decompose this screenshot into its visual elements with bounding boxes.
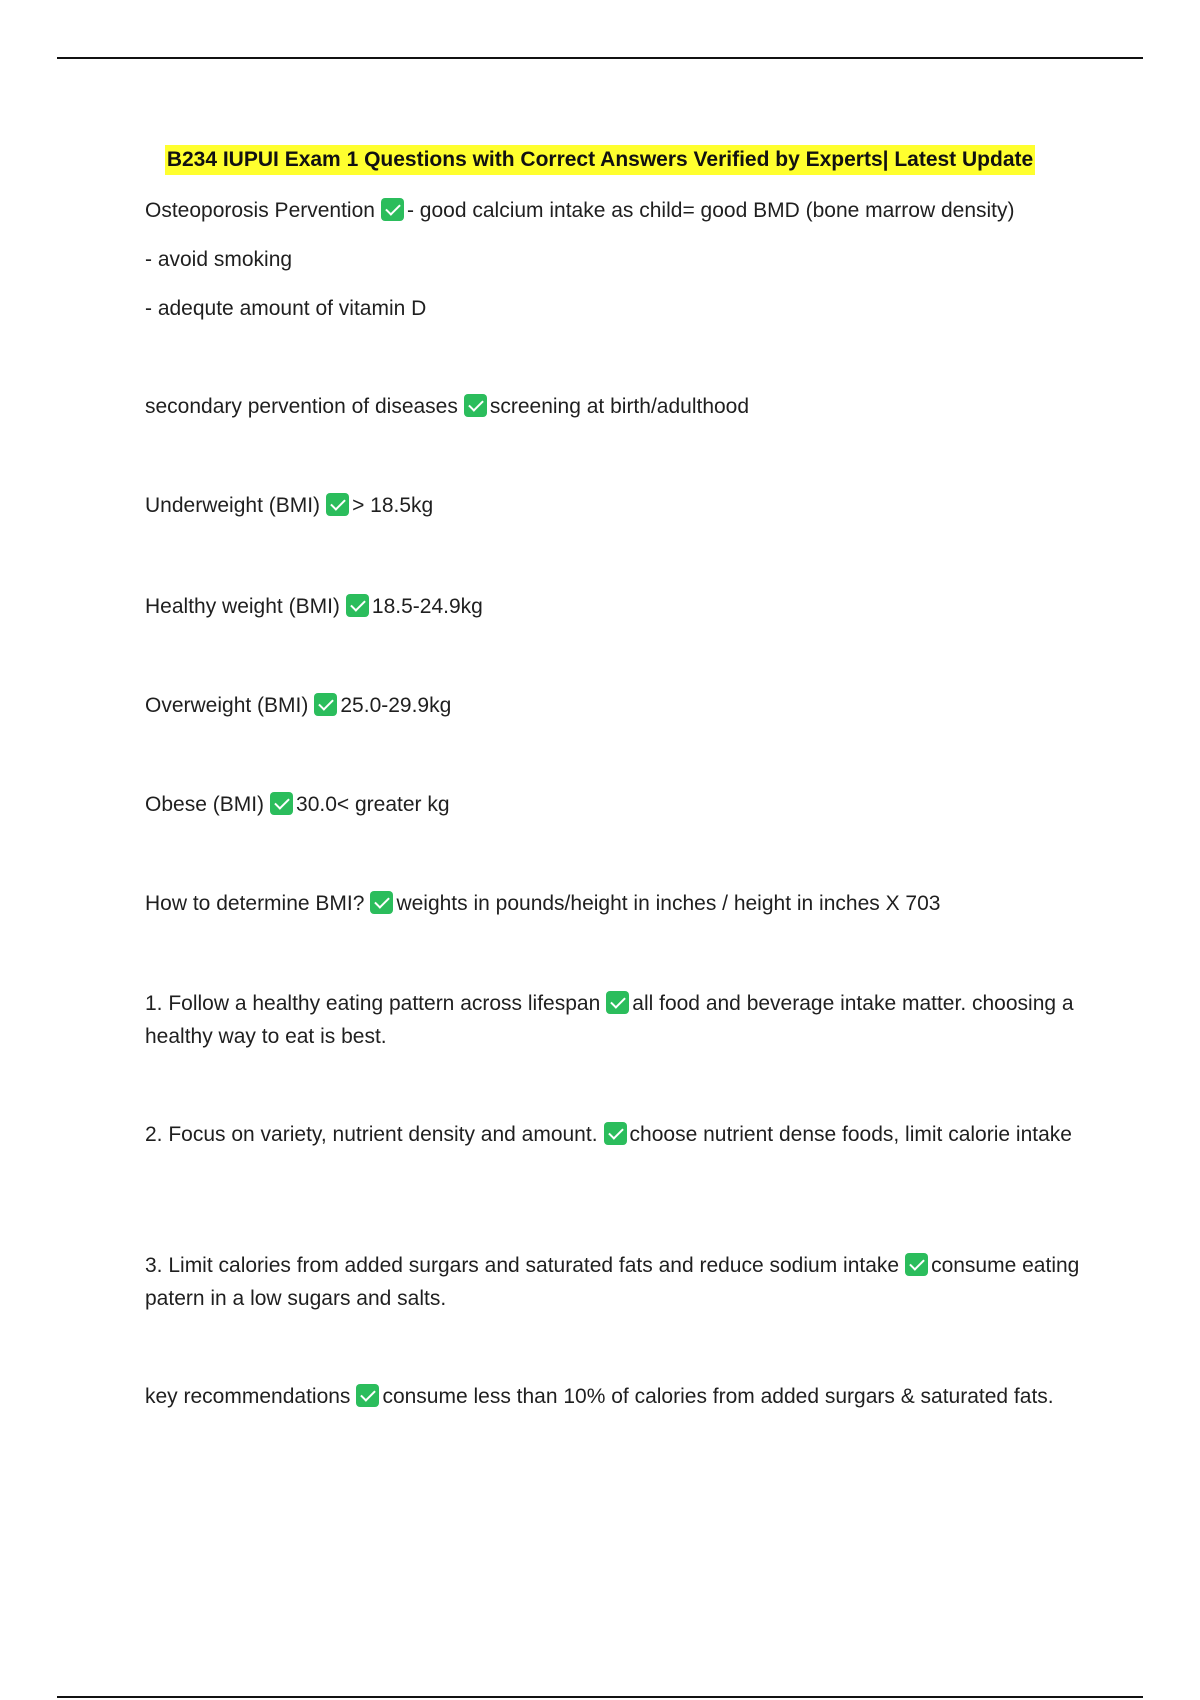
question-text: Healthy weight (BMI) [145,595,340,618]
checkmark-icon [270,792,293,815]
bottom-rule [57,1696,1143,1698]
answer-text: - good calcium intake as child= good BMD (bone marrow density) [406,199,1015,222]
answer-text: screening at birth/adulthood [489,395,750,418]
qa-item-secondary-prevention [145,390,1080,423]
answer-text: all food and beverage intake matter. choosing a healthy way to eat is best. [145,992,1074,1048]
checkmark-icon [314,693,337,716]
checkmark-icon [370,891,393,914]
list-item-vitamin-d [145,292,1080,325]
question-text: 2. Focus on variety, nutrient density and amount. [145,1123,598,1146]
answer-text: consume less than 10% of calories from added surgars & saturated fats. [382,1385,1054,1408]
question-text: Osteoporosis Pervention [145,199,375,222]
qa-item-bmi-formula [145,887,1080,920]
answer-text: 25.0-29.9kg [340,694,452,717]
question-text: Overweight (BMI) [145,694,309,717]
question-text: key recommendations [145,1385,351,1408]
answer-text: 18.5-24.9kg [371,595,483,618]
qa-item-healthy-weight [145,590,1080,623]
checkmark-icon [346,594,369,617]
qa-item-osteoporosis [145,194,1080,227]
checkmark-icon [464,394,487,417]
top-rule [57,57,1143,59]
qa-item-guideline-3 [145,1249,1080,1315]
checkmark-icon [356,1384,379,1407]
qa-item-underweight [145,489,1080,522]
document-title: B234 IUPUI Exam 1 Questions with Correct Answers Verified by Experts| Latest Update [165,145,1035,175]
qa-item-guideline-2 [145,1118,1080,1151]
answer-text: weights in pounds/height in inches / height in inches X 703 [396,892,941,915]
checkmark-icon [604,1122,627,1145]
checkmark-icon [381,198,404,221]
list-item-text: - adequte amount of vitamin D [145,297,427,320]
answer-text: > 18.5kg [352,494,434,517]
qa-item-overweight [145,689,1080,722]
title-container [0,145,1200,175]
list-item-text: - avoid smoking [145,248,293,271]
answer-text: consume eating patern in a low sugars and salts. [145,1254,1080,1310]
question-text: How to determine BMI? [145,892,365,915]
checkmark-icon [905,1253,928,1276]
question-text: 3. Limit calories from added surgars and saturated fats and reduce sodium intake [145,1254,900,1277]
checkmark-icon [326,493,349,516]
question-text: Obese (BMI) [145,793,265,816]
answer-text: choose nutrient dense foods, limit calorie intake [629,1123,1072,1146]
list-item-avoid-smoking [145,243,1080,276]
checkmark-icon [606,991,629,1014]
question-text: 1. Follow a healthy eating pattern across lifespan [145,992,601,1015]
qa-item-guideline-1 [145,987,1080,1053]
question-text: secondary pervention of diseases [145,395,458,418]
qa-item-obese [145,788,1080,821]
qa-item-key-recommendations [145,1380,1080,1413]
answer-text: 30.0< greater kg [296,793,450,816]
question-text: Underweight (BMI) [145,494,321,517]
